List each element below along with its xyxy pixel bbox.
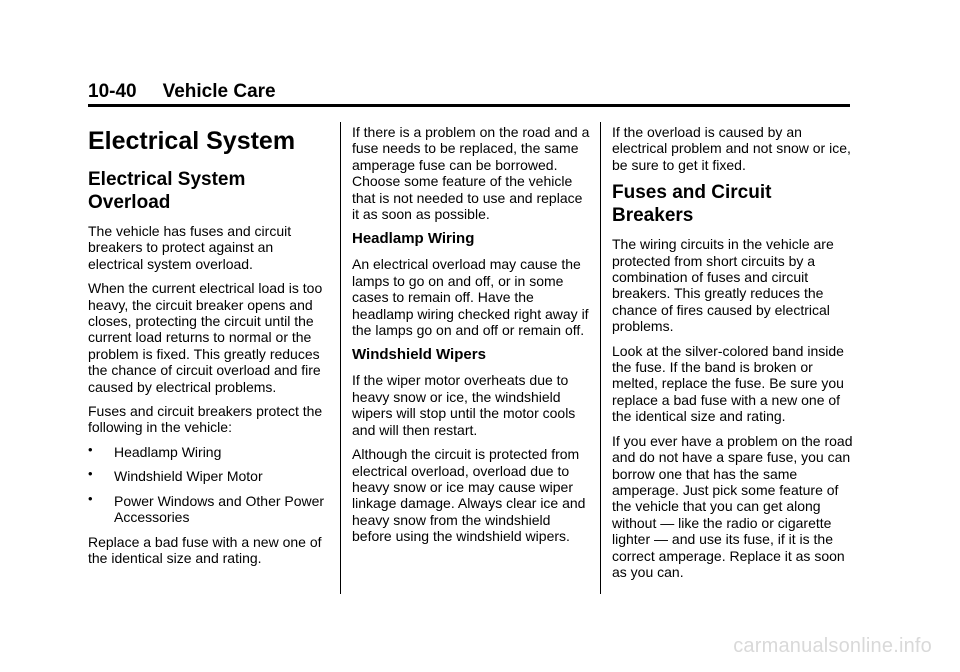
column-divider-2 — [600, 122, 601, 594]
page-header — [88, 80, 276, 104]
list-item: • Headlamp Wiring — [88, 441, 222, 460]
overload-cause-paragraph: If the overload is caused by an electrical problem and not snow or ice, be sure to get it fixed. — [612, 124, 851, 173]
overload-paragraph-3: Fuses and circuit breakers protect the following in the vehicle: — [88, 403, 323, 436]
column-2 — [352, 124, 592, 553]
overload-heading: Electrical System Overload — [88, 169, 246, 213]
column-divider-1 — [340, 122, 341, 594]
overload-paragraph-1: The vehicle has fuses and circuit breakers to protect against an electrical system overload. — [88, 223, 292, 272]
list-item: • Windshield Wiper Motor — [88, 466, 263, 485]
header-rule — [88, 104, 850, 107]
windshield-wipers-heading: Windshield Wipers — [352, 346, 486, 364]
fuses-breakers-heading: Fuses and Circuit Breakers — [612, 182, 772, 227]
chapter-title: Electrical System — [88, 127, 296, 155]
column-1 — [88, 124, 328, 574]
protected-items-list — [88, 441, 328, 526]
section-title: Vehicle Care — [162, 81, 276, 102]
wipers-paragraph-1: If the wiper motor overheats due to heavy snow or ice, the windshield wipers will stop until the motor cools and will then restart. — [352, 372, 576, 438]
fuse-borrow-paragraph: If there is a problem on the road and a fuse needs to be replaced, the same amperage fuse can be borrowed. Choose some feature of the vehicle that is not needed to use and replace it as soon as possible. — [352, 124, 590, 223]
headlamp-wiring-paragraph: An electrical overload may cause the lamps to go on and off, or in some cases to remain off. Have the headlamp wiring checked right away if the lamps go on and off or remain off. — [352, 256, 589, 339]
bullet-icon: • — [88, 441, 93, 457]
fuses-paragraph-3: If you ever have a problem on the road and do not have a spare fuse, you can borrow one that has the same amperage. Just pick some feature of the vehicle that you can get along without — like the radio or cigarette lighter — and use its fuse, if it is the correct amperage. Replace it as soon as you can. — [612, 432, 853, 580]
watermark: carmanualsonline.info — [733, 635, 932, 657]
fuses-paragraph-2: Look at the silver-colored band inside the fuse. If the band is broken or melted, replace the fuse. Be sure you replace a bad fuse with a new one of the identical size and rating. — [612, 342, 844, 425]
overload-paragraph-4: Replace a bad fuse with a new one of the identical size and rating. — [88, 533, 322, 566]
bullet-icon: • — [88, 466, 93, 482]
list-item: • Power Windows and Other Power Accessories — [88, 490, 325, 526]
headlamp-wiring-heading: Headlamp Wiring — [352, 230, 475, 248]
page-number: 10-40 — [88, 81, 137, 102]
bullet-icon: • — [88, 490, 93, 506]
fuses-paragraph-1: The wiring circuits in the vehicle are protected from short circuits by a combination of fuses and circuit breakers. This greatly reduces the chance of fires caused by electrical problems. — [612, 236, 834, 335]
overload-paragraph-2: When the current electrical load is too heavy, the circuit breaker opens and closes, protecting the circuit until the current load returns to normal or the problem is fixed. This greatly reduces the chance of circuit overload and fire caused by electrical problems. — [88, 280, 323, 395]
column-3 — [612, 124, 856, 588]
wipers-paragraph-2: Although the circuit is protected from electrical overload, overload due to heavy snow or ice may cause wiper linkage damage. Always clear ice and heavy snow from the windshield before using the windshield wipers. — [352, 446, 586, 545]
